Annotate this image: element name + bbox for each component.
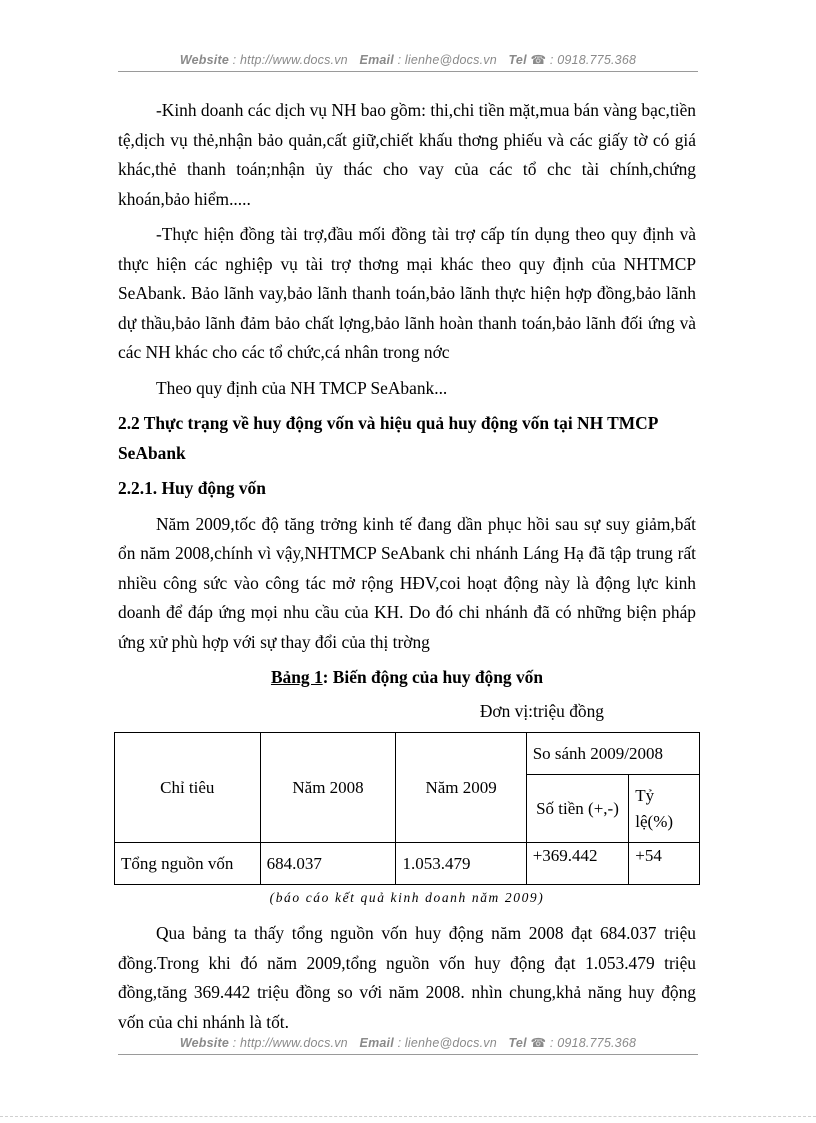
table-caption	[118, 663, 696, 693]
website-label: Website	[179, 53, 229, 67]
subsection-heading: 2.2.1. Huy động vốn	[118, 478, 266, 498]
table-caption-text: : Biến động của huy động vốn	[322, 667, 544, 687]
page-footer	[118, 1035, 698, 1050]
table-source-note: (báo cáo kết quả kinh doanh năm 2009)	[269, 890, 545, 905]
funding-table	[114, 732, 700, 885]
website-url[interactable]: : http://www.docs.vn	[232, 1036, 348, 1050]
paragraph: Qua bảng ta thấy tổng nguồn vốn huy động năm 2008 đạt 684.037 triệu đồng.Trong khi đó năm 2009,tổng nguồn vốn huy động đạt 1.053.479 triệu đồng,tăng 369.442 triệu đồng so với năm 2008. nhìn chung,khả năng huy động vốn của chi nhánh là tốt.	[118, 923, 696, 1032]
paragraph: -Kinh doanh các dịch vụ NH bao gồm: thi,chi tiền mặt,mua bán vàng bạc,tiền tệ,dịch vụ thẻ,nhận bảo quản,cất giữ,chiết khấu thơng phiếu và các giấy tờ có giá khác,thẻ thanh toán;nhận ủy thác cho vay của các tổ chc tài chính,chứng khoán,bảo hiểm.....	[118, 100, 696, 209]
header-2009: Năm 2009	[396, 733, 526, 843]
paragraph: Năm 2009,tốc độ tăng trởng kinh tế đang dần phục hồi sau sự suy giảm,bất ổn năm 2008,chính vì vậy,NHTMCP SeAbank chi nhánh Láng Hạ đã tập trung rất nhiều công sức vào công tác mở rộng HĐV,coi hoạt động này là động lực kinh doanh để đáp ứng mọi nhu cầu của KH. Do đó chi nhánh đã có những biện pháp ứng xử phù hợp với sự thay đổi của thị trờng	[118, 513, 696, 652]
document-body	[118, 96, 696, 1043]
paragraph: -Thực hiện đồng tài trợ,đầu mối đồng tài trợ cấp tín dụng theo quy định và thực hiện các nghiệp vụ tài trợ thơng mại khác theo quy định của NHTMCP SeAbank. Bảo lãnh vay,bảo lãnh thanh toán,bảo lãnh thực hiện hợp đồng,bảo lãnh dự thầu,bảo lãnh đảm bảo chất lợng,bảo lãnh hoàn thanh toán,bảo lãnh đối ứng và các NH khác cho các tổ chức,cá nhân trong nớc	[118, 224, 696, 362]
website-label: Website	[179, 1036, 229, 1050]
header-compare: So sánh 2009/2008	[526, 733, 699, 775]
header-rate: Tỷ lệ(%)	[629, 775, 700, 843]
footer-rule	[118, 1054, 698, 1055]
table-unit: Đơn vị:triệu đồng	[479, 700, 604, 721]
row-label: Tổng nguồn vốn	[115, 843, 261, 885]
table-caption-label: Bảng 1	[270, 667, 323, 687]
header-indicator: Chỉ tiêu	[115, 733, 261, 843]
paragraph: Theo quy định của NH TMCP SeAbank...	[156, 377, 448, 398]
tel-value: : 0918.775.368	[549, 53, 637, 67]
cell-2009: 1.053.479	[396, 843, 526, 885]
email-label: Email	[359, 1036, 394, 1050]
page-edge-divider	[0, 1116, 816, 1117]
cell-amount: +369.442	[526, 843, 629, 885]
email-value[interactable]: : lienhe@docs.vn	[397, 53, 497, 67]
tel-label: Tel	[508, 53, 527, 67]
tel-label: Tel	[508, 1036, 527, 1050]
phone-icon: ☎	[530, 1036, 547, 1050]
email-label: Email	[359, 53, 394, 67]
cell-2008: 684.037	[260, 843, 396, 885]
header-amount: Số tiền (+,-)	[526, 775, 629, 843]
email-value[interactable]: : lienhe@docs.vn	[397, 1036, 497, 1050]
header-2008: Năm 2008	[260, 733, 396, 843]
website-url[interactable]: : http://www.docs.vn	[232, 53, 348, 67]
tel-value: : 0918.775.368	[549, 1036, 637, 1050]
phone-icon: ☎	[530, 53, 547, 67]
section-heading: 2.2 Thực trạng về huy động vốn và hiệu quả huy động vốn tại NH TMCP SeAbank	[118, 413, 658, 463]
header-rule	[118, 71, 698, 72]
page-header	[118, 52, 698, 67]
cell-rate: +54	[629, 843, 700, 885]
